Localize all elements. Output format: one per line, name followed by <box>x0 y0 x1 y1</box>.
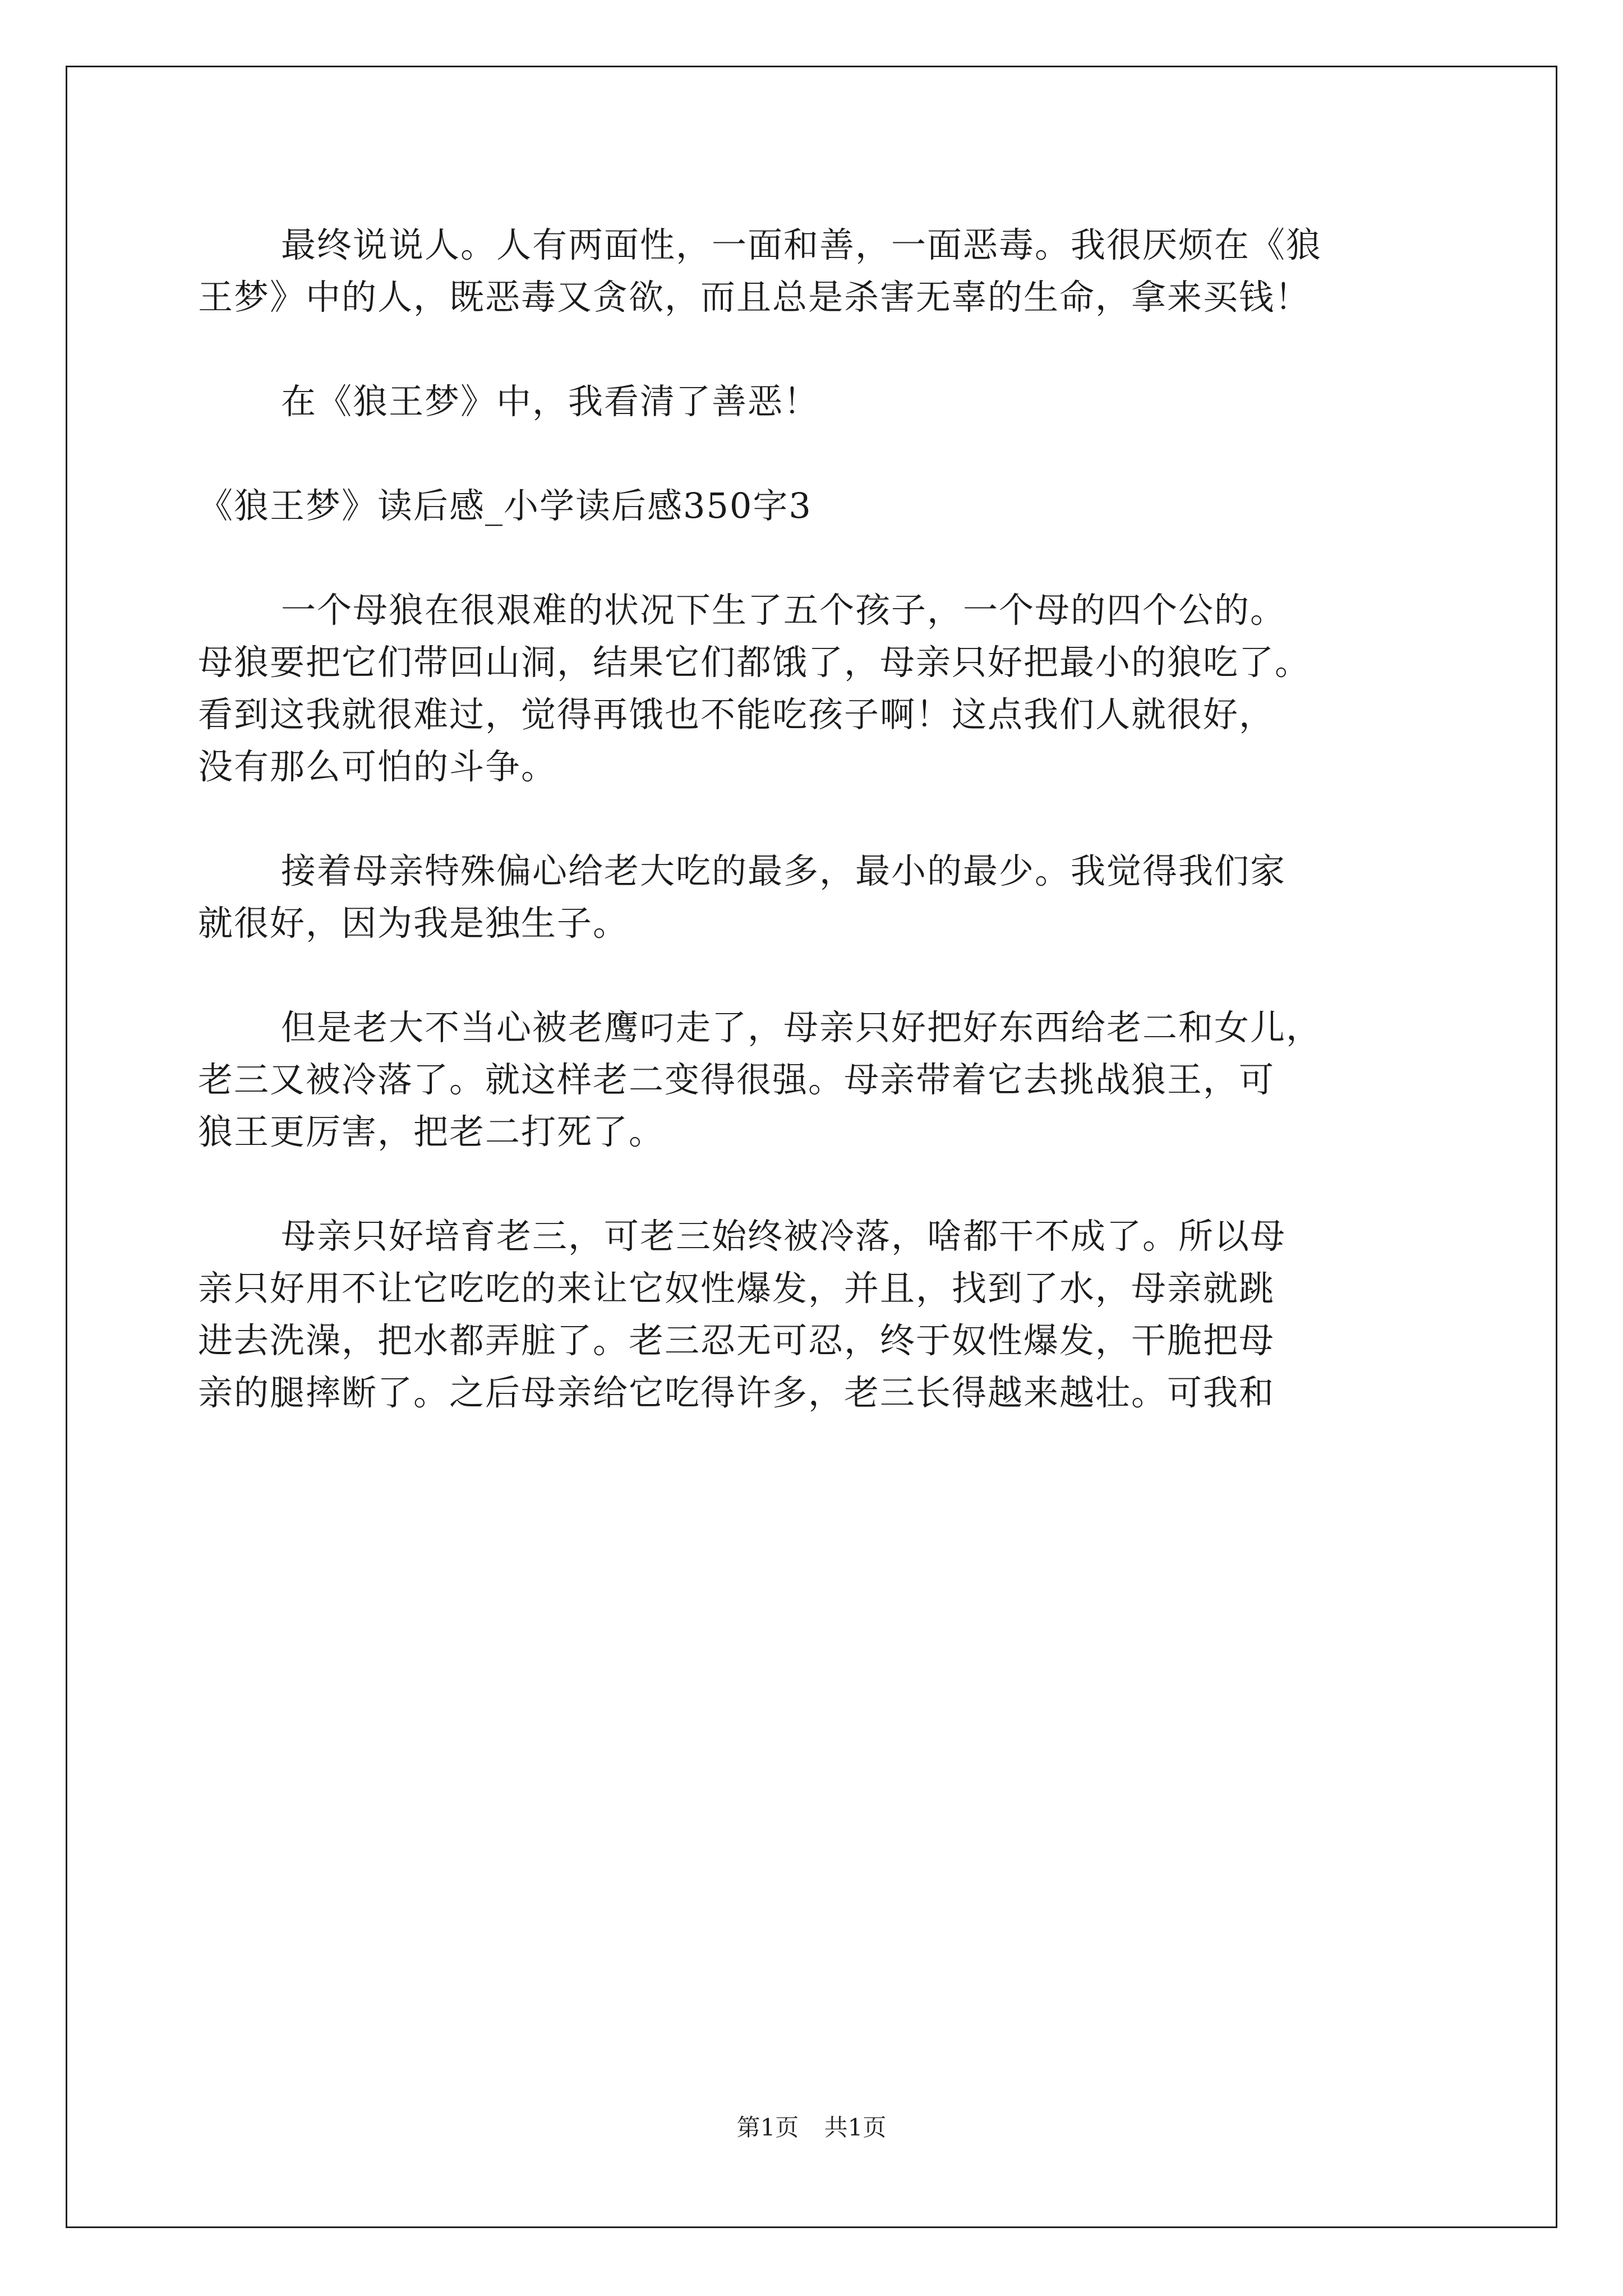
text-line: 王梦》中的人，既恶毒又贪欲，而且总是杀害无辜的生命，拿来买钱！ <box>198 277 1311 318</box>
text-line: 母亲只好培育老三，可老三始终被冷落，啥都干不成了。所以母 <box>281 1216 1287 1257</box>
text-line: 最终说说人。人有两面性，一面和善，一面恶毒。我很厌烦在《狼 <box>281 224 1322 265</box>
text-line: 亲只好用不让它吃吃的来让它奴性爆发，并且，找到了水，母亲就跳 <box>198 1268 1275 1309</box>
paragraph-7 <box>198 1210 1432 1419</box>
text-line: 但是老大不当心被老鹰叼走了，母亲只好把好东西给老二和女儿， <box>281 1007 1322 1048</box>
paragraph-1 <box>198 219 1432 323</box>
text-line: 没有那么可怕的斗争。 <box>198 746 557 787</box>
paragraph-2 <box>198 375 1432 427</box>
text-line: 母狼要把它们带回山洞，结果它们都饿了，母亲只好把最小的狼吃了。 <box>198 642 1311 683</box>
text-line: 狼王更厉害，把老二打死了。 <box>198 1111 665 1152</box>
page-footer <box>0 2109 1623 2143</box>
document-body <box>198 219 1432 1419</box>
page-total: 共1页 <box>824 2114 887 2141</box>
heading-line: 《狼王梦》读后感_小学读后感350字3 <box>198 485 812 526</box>
text-line: 进去洗澡，把水都弄脏了。老三忍无可忍，终于奴性爆发，干脆把母 <box>198 1320 1275 1361</box>
text-line: 看到这我就很难过，觉得再饿也不能吃孩子啊！这点我们人就很好， <box>198 694 1275 735</box>
paragraph-5 <box>198 845 1432 949</box>
text-line: 一个母狼在很艰难的状况下生了五个孩子，一个母的四个公的。 <box>281 590 1287 631</box>
section-heading <box>198 480 1432 532</box>
text-line: 老三又被冷落了。就这样老二变得很强。母亲带着它去挑战狼王，可 <box>198 1059 1275 1100</box>
text-line: 亲的腿摔断了。之后母亲给它吃得许多，老三长得越来越壮。可我和 <box>198 1372 1275 1413</box>
page-number: 第1页 <box>736 2114 799 2141</box>
text-line: 在《狼王梦》中，我看清了善恶！ <box>281 381 820 422</box>
text-line: 接着母亲特殊偏心给老大吃的最多，最小的最少。我觉得我们家 <box>281 850 1287 891</box>
paragraph-6 <box>198 1001 1432 1158</box>
paragraph-4 <box>198 584 1432 793</box>
text-line: 就很好，因为我是独生子。 <box>198 903 629 944</box>
